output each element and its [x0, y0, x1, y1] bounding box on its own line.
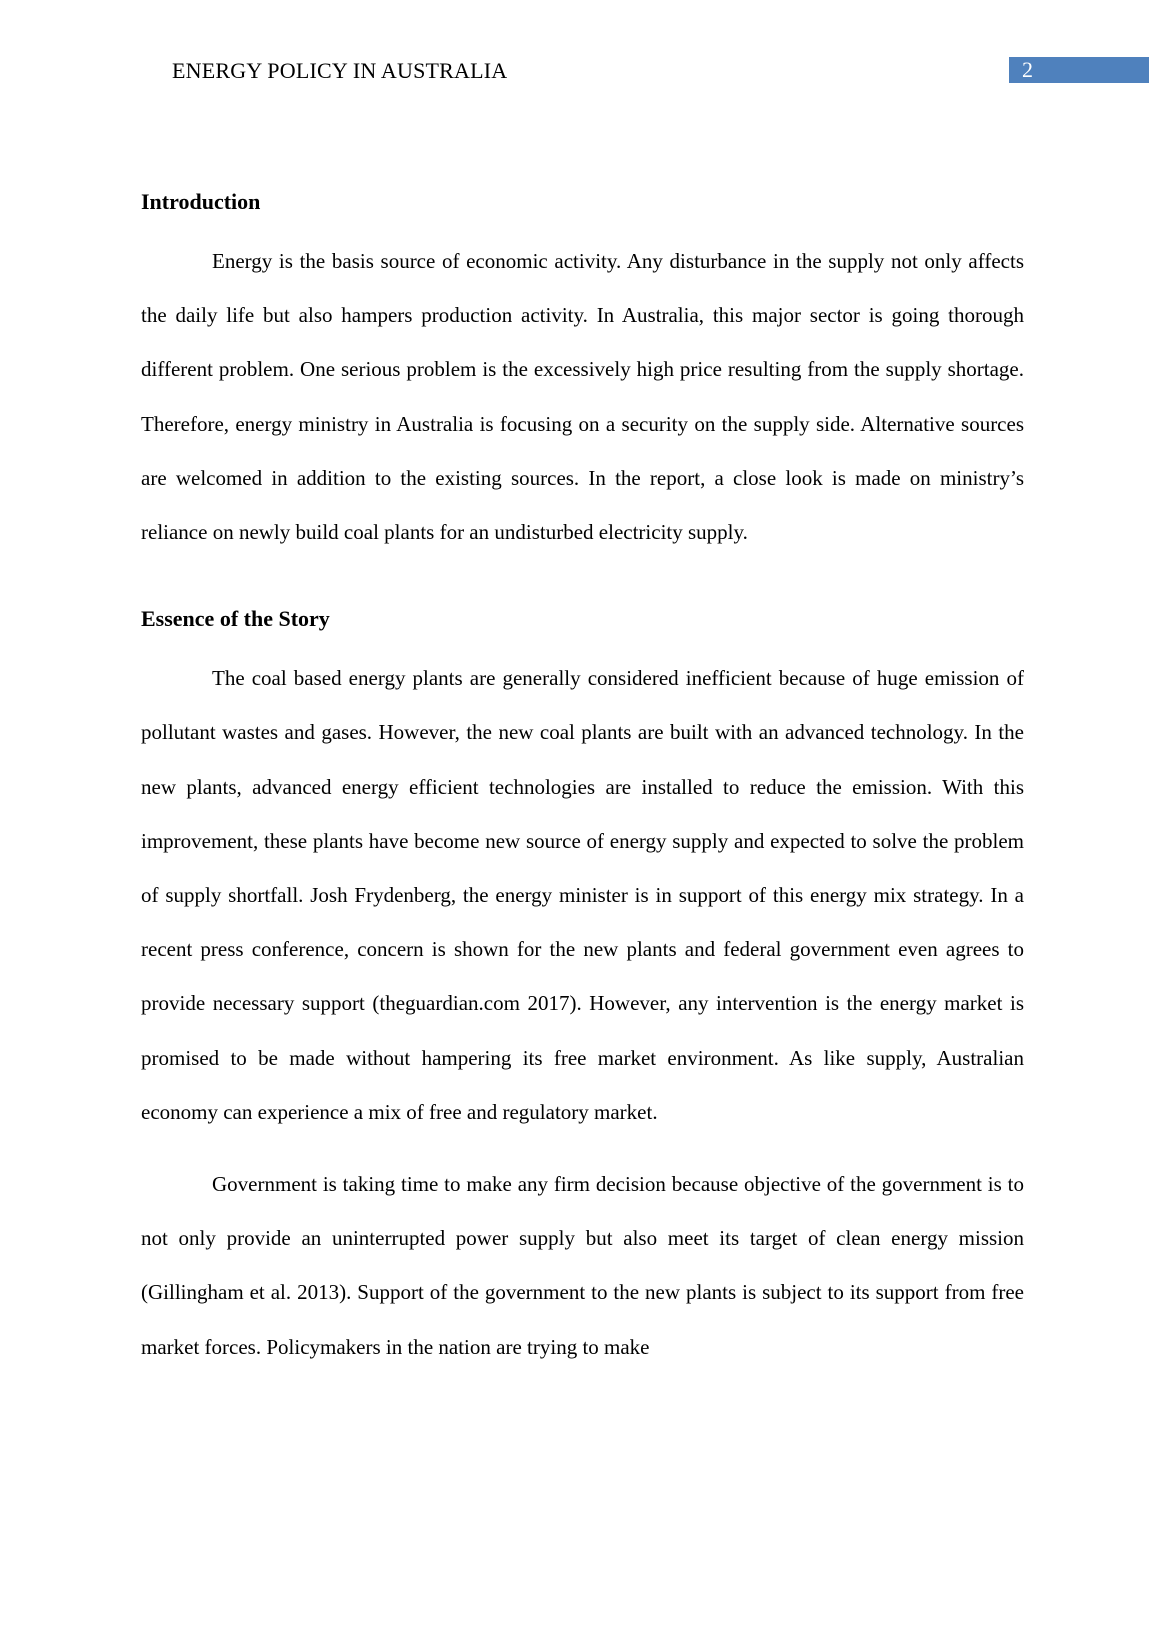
running-header-title: ENERGY POLICY IN AUSTRALIA [172, 58, 508, 83]
document-body [141, 185, 1024, 1374]
section-heading-introduction: Introduction [141, 189, 261, 214]
page-number: 2 [1009, 57, 1149, 83]
section-heading-essence: Essence of the Story [141, 606, 330, 632]
paragraph-essence-2: Government is taking time to make any firm decision because objective of the government is to not only provide an uninterrupted power supply but also meet its target of clean energy mission (Gillingham et al. 2013). Support of the government to the new plants is subject to its support from free market forces. Policymakers in the nation are trying to make [141, 1172, 1024, 1359]
paragraph-introduction: Energy is the basis source of economic activity. Any disturbance in the supply not only affects the daily life but also hampers production activity. In Australia, this major sector is going thorough different problem. One serious problem is the excessively high price resulting from the supply shortage. Therefore, energy ministry in Australia is focusing on a security on the supply side. Alternative sources are welcomed in addition to the existing sources. In the report, a close look is made on ministry’s reliance on newly build coal plants for an undisturbed electricity supply. [141, 249, 1024, 545]
paragraph-essence-1: The coal based energy plants are generally considered inefficient because of huge emission of pollutant wastes and gases. However, the new coal plants are built with an advanced technology. In the new plants, advanced energy efficient technologies are installed to reduce the emission. With this improvement, these plants have become new source of energy supply and expected to solve the problem of supply shortfall. Josh Frydenberg, the energy minister is in support of this energy mix strategy. In a recent press conference, concern is shown for the new plants and federal government even agrees to provide necessary support (theguardian.com 2017). However, any intervention is the energy market is promised to be made without hampering its free market environment. As like supply, Australian economy can experience a mix of free and regulatory market. [141, 666, 1024, 1124]
